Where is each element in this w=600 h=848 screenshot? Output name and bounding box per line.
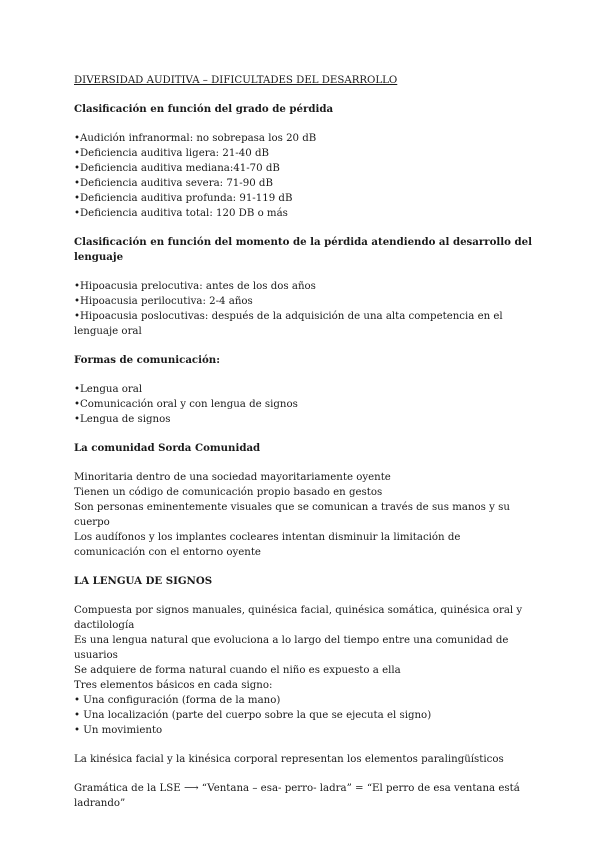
text-list [74, 603, 534, 738]
list-item: Tres elementos básicos en cada signo: [74, 680, 273, 691]
list-item: Minoritaria dentro de una sociedad mayoritariamente oyente [74, 472, 391, 483]
section-comunidad-sorda [74, 441, 534, 560]
list-item: Es una lengua natural que evoluciona a lo largo del tiempo entre una comunidad de usuarios [74, 635, 509, 661]
list-item: •Lengua de signos [74, 414, 171, 425]
list-item: • Un movimiento [74, 725, 163, 736]
paralinguistic-paragraph: La kinésica facial y la kinésica corporal representan los elementos paralingüísticos [74, 754, 504, 765]
section-heading: Formas de comunicación: [74, 354, 220, 366]
section-momento-perdida [74, 235, 534, 339]
bullet-list [74, 382, 534, 427]
list-item: Los audífonos y los implantes cocleares intentan disminuir la limitación de comunicación con el entorno oyente [74, 532, 461, 558]
list-item: • Una configuración (forma de la mano) [74, 695, 281, 706]
list-item: •Deficiencia auditiva profunda: 91-119 dB [74, 193, 293, 204]
list-item: •Deficiencia auditiva total: 120 DB o más [74, 208, 288, 219]
list-item: • Una localización (parte del cuerpo sobre la que se ejecuta el signo) [74, 710, 432, 721]
list-item: •Comunicación oral y con lengua de signos [74, 399, 298, 410]
list-item: •Audición infranormal: no sobrepasa los 20 dB [74, 133, 317, 144]
list-item: Se adquiere de forma natural cuando el niño es expuesto a ella [74, 665, 401, 676]
list-item: •Deficiencia auditiva mediana:41-70 dB [74, 163, 280, 174]
bullet-list [74, 279, 534, 339]
document-title: DIVERSIDAD AUDITIVA – DIFICULTADES DEL DESARROLLO [74, 75, 398, 86]
list-item: •Hipoacusia poslocutivas: después de la adquisición de una alta competencia en el lenguaje oral [74, 311, 503, 337]
section-formas-comunicacion [74, 353, 534, 427]
section-heading: La comunidad Sorda Comunidad [74, 442, 261, 454]
list-item: Son personas eminentemente visuales que se comunican a través de sus manos y su cuerpo [74, 502, 510, 528]
section-heading: Clasificación en función del grado de pérdida [74, 103, 334, 115]
section-lengua-signos [74, 574, 534, 738]
section-heading: LA LENGUA DE SIGNOS [74, 575, 213, 587]
document-content [74, 73, 534, 825]
list-item: Tienen un código de comunicación propio basado en gestos [74, 487, 383, 498]
list-item: •Hipoacusia prelocutiva: antes de los dos años [74, 281, 316, 292]
list-item: Compuesta por signos manuales, quinésica facial, quinésica somática, quinésica oral y dactilología [74, 605, 523, 631]
list-item: •Deficiencia auditiva ligera: 21-40 dB [74, 148, 269, 159]
section-grado-perdida [74, 102, 534, 221]
list-item: •Deficiencia auditiva severa: 71-90 dB [74, 178, 273, 189]
list-item: •Hipoacusia perilocutiva: 2-4 años [74, 296, 253, 307]
bullet-list [74, 131, 534, 221]
section-heading: Clasificación en función del momento de la pérdida atendiendo al desarrollo del lenguaje [74, 236, 532, 263]
grammar-paragraph: Gramática de la LSE ⟶ “Ventana – esa- perro- ladra” = “El perro de esa ventana está ladrando” [74, 783, 520, 809]
list-item: •Lengua oral [74, 384, 143, 395]
text-list [74, 470, 534, 560]
